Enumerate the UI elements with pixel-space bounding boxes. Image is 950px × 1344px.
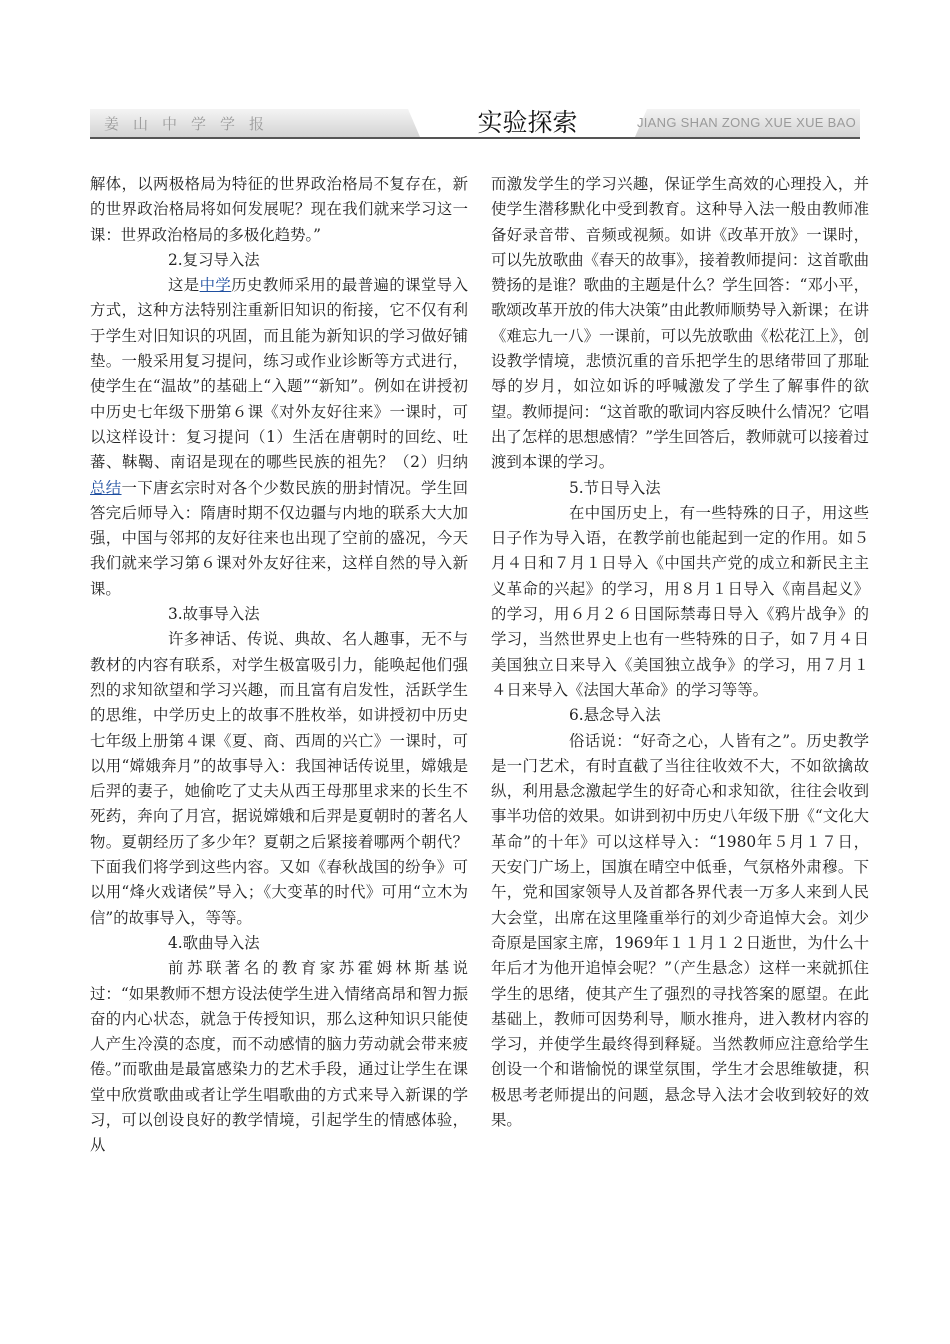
header-rule [90, 137, 860, 139]
paragraph-story-method: 许多神话、传说、典故、名人趣事，无不与教材的内容有联系，对学生极富吸引力，能唤起他们强烈的求知欲望和学习兴趣，而且富有启发性，活跃学生的思维，中学历史上的故事不胜枚举，如讲授初中历史七年级上册第４课《夏、商、西周的兴亡》一课时，可以用“嫦娥奔月”的故事导入：我国神话传说里，嫦娥是后羿的妻子，她偷吃了丈夫从西王母那里求来的长生不死药，奔向了月宫，据说嫦娥和后羿是夏朝时的著名人物。夏朝经历了多少年？夏朝之后紧接着哪两个朝代？下面我们将学到这些内容。又如《春秋战国的纷争》可以用“烽火戏诸侯”导入；《大变革的时代》可用“立木为信”的故事导入，等等。 [90, 630, 468, 927]
right-column [491, 172, 869, 1133]
text-span: 这是 [168, 276, 200, 295]
paragraph-review-method [90, 273, 468, 602]
page-header [90, 103, 860, 137]
heading-story-method: 3.故事导入法 [168, 605, 260, 624]
continued-paragraph: 而激发学生的学习兴趣，保证学生高效的心理投入，并使学生潜移默化中受到教育。这种导入法一般由教师准备好录音带、音频或视频。如讲《改革开放》一课时，可以先放歌曲《春天的故事》，接着教师提问：这首歌曲赞扬的是谁？歌曲的主题是什么？学生回答：“邓小平，歌颂改革开放的伟大决策”由此教师顺势导入新课；在讲《难忘九一八》一课前，可以先放歌曲《松花江上》，创设教学情境，悲愤沉重的音乐把学生的思绪带回了那耻辱的岁月，如泣如诉的呼喊激发了学生了解事件的欲望。教师提问：“这首歌的歌词内容反映什么情况？它唱出了怎样的思想感情？”学生回答后，教师就可以接着过渡到本课的学习。 [491, 175, 869, 472]
school-name-pinyin: JIANG SHAN ZONG XUE XUE BAO [636, 115, 856, 130]
paragraph-holiday-method: 在中国历史上，有一些特殊的日子，用这些日子作为导入语，在教学前也能起到一定的作用。如５月４日和７月１日导入《中国共产党的成立和新民主主义革命的兴起》的学习，用８月１日导入《南昌起义》的学习，用６月２６日国际禁毒日导入《鸦片战争》的学习，当然世界史上也有一些特殊的日子，如７月４日美国独立日来导入《美国独立战争》的学习，用７月１４日来导入《法国大革命》的学习等等。 [491, 503, 869, 699]
heading-review-method: 2.复习导入法 [168, 250, 260, 269]
heading-holiday-method: 5.节日导入法 [569, 478, 661, 497]
heading-suspense-method: 6.悬念导入法 [569, 706, 661, 725]
continued-paragraph: 解体，以两极格局为特征的世界政治格局不复存在，新的世界政治格局将如何发展呢？现在我们就来学习这一课：世界政治格局的多极化趋势。” [90, 175, 468, 244]
text-span: 一下唐玄宗时对各个少数民族的册封情况。学生回答完后师导入：隋唐时期不仅边疆与内地的联系大大加强，中国与邻邦的友好往来也出现了空前的盛况，今天我们就来学习第６课对外友好往来，这样自然的导入新课。 [90, 478, 468, 598]
text-span: 历史教师采用的最普遍的课堂导入方式，这种方法特别注重新旧知识的衔接，它不仅有利于学生对旧知识的巩固，而且能为新知识的学习做好铺垫。一般采用复习提问，练习或作业诊断等方式进行，使学生在“温故”的基础上“入题”“新知”。例如在讲授初中历史七年级下册第６课《对外友好往来》一课时，可以这样设计：复习提问（1）生活在唐朝时的回纥、吐蕃、靺鞨、南诏是现在的哪些民族的祖先？（2）归纳 [90, 276, 468, 472]
link-summary[interactable]: 总结 [90, 478, 122, 497]
paragraph-suspense-method: 俗话说：“好奇之心，人皆有之”。历史教学是一门艺术，有时直截了当往往收效不大，不如欲擒故纵，利用悬念激起学生的好奇心和求知欲，往往会收到事半功倍的效果。如讲到初中历史八年级下册《“文化大革命”的十年》可以这样导入：“1980年５月１７日，天安门广场上，国旗在晴空中低垂，气氛格外肃穆。下午，党和国家领导人及首都各界代表一万多人来到人民大会堂，出席在这里隆重举行的刘少奇追悼大会。刘少奇原是国家主席，1969年１１月１２日逝世，为什么十年后才为他开追悼会呢？”（产生悬念）这样一来就抓住学生的思绪，使其产生了强烈的寻找答案的愿望。在此基础上，教师可因势利导，顺水推舟，进入教材内容的学习，并使学生最终得到释疑。当然教师应注意给学生创设一个和谐愉悦的课堂氛围，学生才会思维敏捷，积极思考老师提出的问题，悬念导入法才会收到较好的效果。 [491, 731, 869, 1129]
heading-song-method: 4.歌曲导入法 [168, 933, 260, 952]
left-column [90, 172, 468, 1159]
section-title: 实验探索 [477, 108, 578, 137]
paragraph-song-method: 前苏联著名的教育家苏霍姆林斯基说过：“如果教师不想方设法使学生进入情绪高昂和智力振奋的内心状态，就急于传授知识，那么这种知识只能使人产生冷漠的态度，而不动感情的脑力劳动就会带来疲倦。”而歌曲是最富感染力的艺术手段，通过让学生在课堂中欣赏歌曲或者让学生唱歌曲的方式来导入新课的学习，可以创设良好的教学情境，引起学生的情感体验，从 [90, 959, 468, 1155]
link-middle-school[interactable]: 中学 [199, 276, 232, 295]
school-name: 姜山中学学报 [104, 115, 279, 133]
